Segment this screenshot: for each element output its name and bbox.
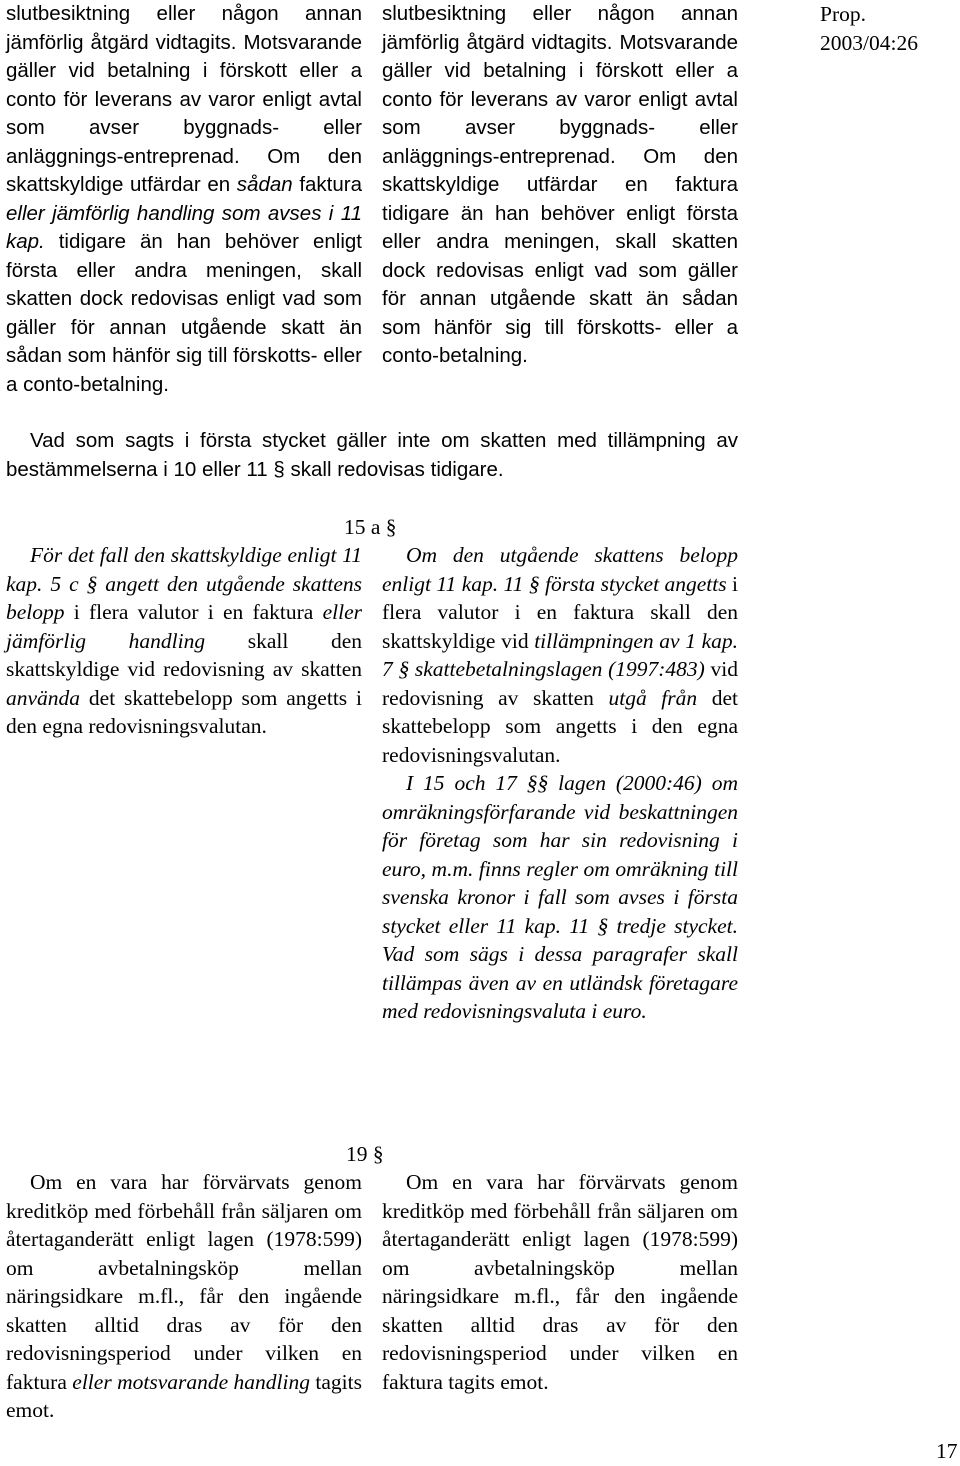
section-19-right-column [382, 1168, 738, 1396]
section-15a-right-p2: I 15 och 17 §§ lagen (2000:46) om omräkningsförfarande vid beskattningen för företag som har sin redovisning i euro, m.m. finns regler om omräkning till svenska kronor i fall som avses i första stycket eller 11 kap. 11 § tredje stycket. Vad som sägs i dessa paragrafer skall tillämpas även av en utländsk företagare med redovisningsvaluta i euro. [382, 771, 738, 1023]
section-15a-left-text: För det fall den skattskyldige enligt 11 kap. 5 c § angett den utgående skattens belopp i flera valutor i en faktura eller jämförlig handling skall den skattskyldige vid redovisning av skatten använda det skattebelopp som angetts i den egna redovisningsvalutan. [6, 543, 362, 738]
block1-left-column [6, 0, 362, 399]
section-19-right-text: Om en vara har förvärvats genom kreditköp med förbehåll från säljaren om återtaganderätt enligt lagen (1978:599) om avbetalningsköp mellan näringsidkare m.fl., får den ingående skatten alltid dras av för den redovisningsperiod under vilken en faktura tagits emot. [382, 1170, 738, 1394]
page-number: 17 [936, 1439, 958, 1463]
margin-proposition-ref: Prop. 2003/04:26 [820, 2, 918, 55]
section-19-heading: 19 § [346, 1142, 384, 1166]
block1-right-text: slutbesiktning eller någon annan jämförlig åtgärd vidtagits. Motsvarande gäller vid betalning i förskott eller a conto för leverans av varor enligt avtal som avser byggnads- eller anläggnings-entreprenad. Om den skattskyldige utfärdar en faktura tidigare än han behöver enligt första eller andra meningen, skall skatten dock redovisas enligt vad som gäller för annan utgående skatt än sådan som hänför sig till förskotts- eller a conto-betalning. [382, 2, 738, 367]
section-19-left-column [6, 1168, 362, 1425]
block1-left-text: slutbesiktning eller någon annan jämförlig åtgärd vidtagits. Motsvarande gäller vid betalning i förskott eller a conto för leverans av varor enligt avtal som avser byggnads- eller anläggnings-entreprenad. Om den skattskyldige utfärdar en sådan faktura eller jämförlig handling som avses i 11 kap. tidigare än han behöver enligt första eller andra meningen, skall skatten dock redovisas enligt vad som gäller för annan utgående skatt än sådan som hänför sig till förskotts- eller a conto-betalning. [6, 2, 362, 396]
section-19-left-text: Om en vara har förvärvats genom kreditköp med förbehåll från säljaren om återtaganderätt enligt lagen (1978:599) om avbetalningsköp mellan näringsidkare m.fl., får den ingående skatten alltid dras av för den redovisningsperiod under vilken en faktura eller motsvarande handling tagits emot. [6, 1170, 362, 1422]
block1-right-column [382, 0, 738, 371]
section-15a-right-column [382, 541, 738, 1026]
block1-shared-text: Vad som sagts i första stycket gäller inte om skatten med tillämpning av bestämmelserna i 10 eller 11 § skall redovisas tidigare. [6, 429, 738, 481]
block1-shared-paragraph [6, 427, 738, 484]
section-15a-right-p1: Om den utgående skattens belopp enligt 11 kap. 11 § första stycket angetts i flera valutor i en faktura skall den skattskyldige vid tillämpningen av 1 kap. 7 § skattebetalningslagen (1997:483) vid redovisning av skatten utgå från det skattebelopp som angetts i den egna redovisningsvalutan. [382, 543, 738, 767]
section-15a-heading: 15 a § [344, 515, 397, 539]
section-15a-left-column [6, 541, 362, 741]
